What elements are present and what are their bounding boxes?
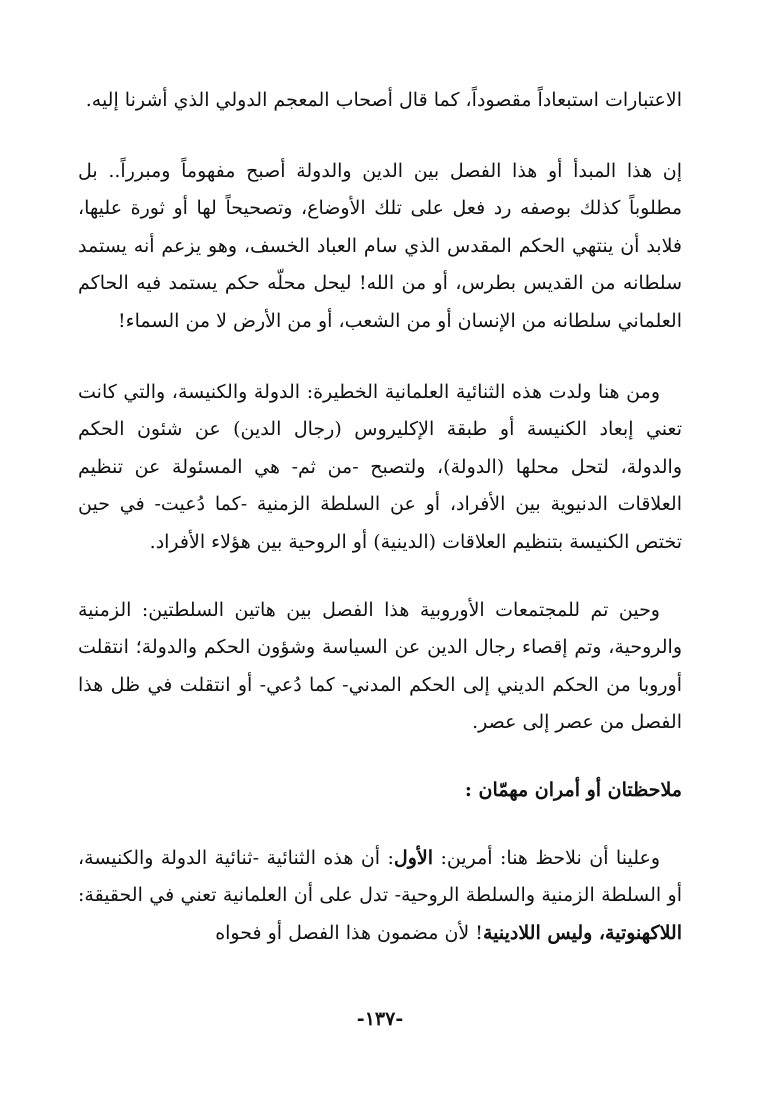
paragraph-gap	[78, 120, 682, 153]
paragraph-continuation: الاعتبارات استبعاداً مقصوداً، كما قال أصحاب المعجم الدولي الذي أشرنا إليه.	[85, 89, 682, 111]
paragraph-secular-duality: ومن هنا ولدت هذه الثنائية العلمانية الخطيرة: الدولة والكنيسة، والتي كانت تعني إبعاد الكنيسة أو طبقة الإكليروس (رجال الدين) عن شئون الحكم والدولة، لتحل محلها (الدولة)، ولتصبح -من ثم- هي المسئولة عن تنظيم العلاقات الدنيوية بين الأفراد، أو عن السلطة الزمنية -كما دُعيت- في حين تختص الكنيسة بتنظيم العلاقات (الدينية) أو الروحية بين هؤلاء الأفراد.	[78, 380, 682, 553]
paragraph-text: ! لأن مضمون هذا الفصل أو فحواه	[215, 921, 483, 944]
paragraph-gap	[78, 742, 682, 772]
body-text	[78, 82, 682, 952]
paragraph-text: وعلينا أن نلاحظ هنا: أمرين:	[433, 846, 660, 869]
paragraph-gap	[78, 810, 682, 840]
bold-term-non-clerical: اللاكهنوتية، وليس اللادينية	[482, 921, 682, 944]
paragraph-text: : أن هذه الثنائية -ثنائية الدولة والكنيسة، أو السلطة الزمنية والسلطة الروحية- تدل على أن العلمانية تعني في الحقيقة:	[78, 846, 682, 907]
bold-term-first: الأول	[393, 846, 434, 869]
section-heading: ملاحظتان أو أمران مهمّان :	[464, 778, 682, 801]
paragraph-two-observations	[78, 840, 682, 953]
paragraph-european-transition: وحين تم للمجتمعات الأوروبية هذا الفصل بين هاتين السلطتين: الزمنية والروحية، وتم إقصاء رجال الدين عن السياسة وشؤون الحكم والدولة؛ انتقلت أوروبا من الحكم الديني إلى الحكم المدني- كما دُعي- أو انتقلت في ظل هذا الفصل من عصر إلى عصر.	[78, 598, 682, 734]
page-number: -١٣٧-	[356, 1008, 404, 1030]
paragraph-gap	[78, 562, 682, 592]
paragraph-gap	[78, 341, 682, 374]
paragraph-separation-principle: إن هذا المبدأ أو هذا الفصل بين الدين والدولة أصبح مفهوماً ومبرراً.. بل مطلوباً كذلك بوصفه رد فعل على تلك الأوضاع، وتصحيحاً لها أو ثورة عليها، فلابد أن ينتهي الحكم المقدس الذي سام العباد الخسف، وهو يزعم أنه يستمد سلطانه من القديس بطرس، أو من الله! ليحل محلّه حكم يستمد فيه الحاكم العلماني سلطانه من الإنسان أو من الشعب، أو من الأرض لا من السماء!	[78, 159, 682, 332]
